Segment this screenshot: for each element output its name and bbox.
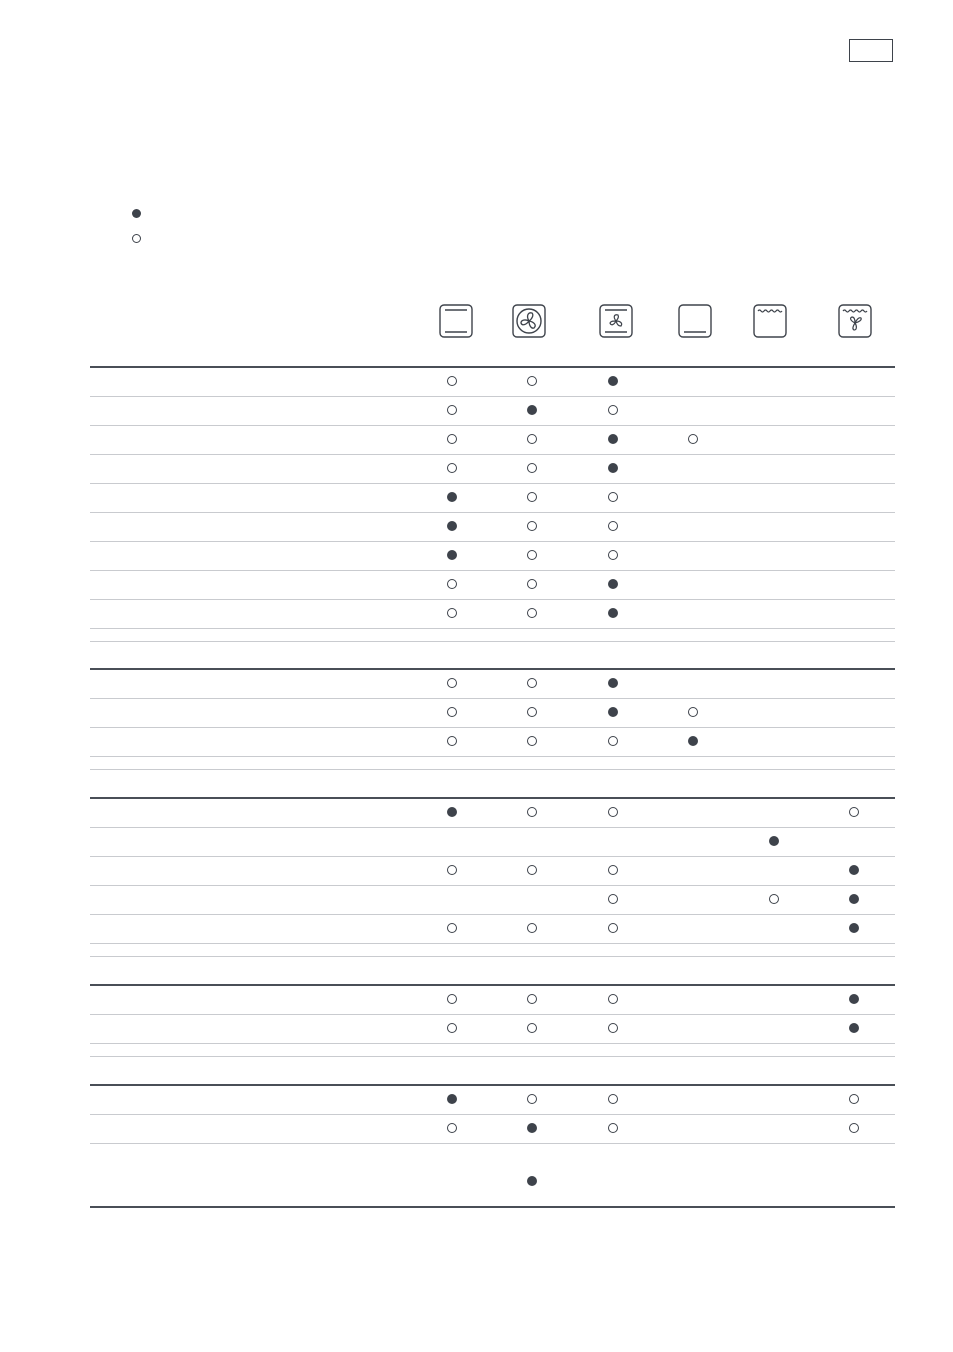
suitable-dot-icon — [447, 923, 457, 933]
suitable-dot-icon — [608, 994, 618, 1004]
row-separator — [90, 1043, 895, 1044]
recommended-dot-icon — [608, 376, 618, 386]
suitable-dot-icon — [849, 807, 859, 817]
row-separator — [90, 1014, 895, 1015]
row-separator — [90, 756, 895, 757]
suitable-dot-icon — [608, 923, 618, 933]
recommended-dot-icon — [849, 994, 859, 1004]
group-spacer-line — [90, 956, 895, 957]
recommended-dot-icon — [447, 521, 457, 531]
table-bottom-border — [90, 1206, 895, 1208]
suitable-dot-icon — [527, 608, 537, 618]
suitable-dot-icon — [447, 865, 457, 875]
recommended-dot-icon — [769, 836, 779, 846]
suitable-dot-icon — [608, 1094, 618, 1104]
suitable-dot-icon — [447, 579, 457, 589]
suitable-dot-icon — [447, 1123, 457, 1133]
row-separator — [90, 570, 895, 571]
suitable-dot-icon — [447, 1023, 457, 1033]
recommended-dot-icon — [608, 579, 618, 589]
row-separator — [90, 512, 895, 513]
suitable-dot-icon — [447, 434, 457, 444]
recommended-dot-icon — [688, 736, 698, 746]
suitable-dot-icon — [527, 678, 537, 688]
row-separator — [90, 483, 895, 484]
group-spacer-line — [90, 1056, 895, 1057]
suitable-dot-icon — [527, 1094, 537, 1104]
group-spacer-line — [90, 769, 895, 770]
recommended-dot-icon — [527, 1176, 537, 1186]
recommended-dot-icon — [849, 894, 859, 904]
suitable-dot-icon — [447, 707, 457, 717]
suitable-dot-icon — [527, 736, 537, 746]
suitable-dot-icon — [527, 492, 537, 502]
suitable-dot-icon — [527, 376, 537, 386]
suitable-dot-icon — [608, 405, 618, 415]
suitable-dot-icon — [447, 994, 457, 1004]
recommended-dot-icon — [447, 1094, 457, 1104]
suitable-dot-icon — [608, 492, 618, 502]
recommended-dot-icon — [608, 608, 618, 618]
suitable-dot-icon — [608, 1023, 618, 1033]
group-separator — [90, 797, 895, 799]
row-separator — [90, 698, 895, 699]
row-separator — [90, 454, 895, 455]
suitable-dot-icon — [447, 678, 457, 688]
suitable-dot-icon — [608, 894, 618, 904]
recommended-dot-icon — [608, 434, 618, 444]
suitable-dot-icon — [608, 736, 618, 746]
group-separator — [90, 984, 895, 986]
suitable-dot-icon — [447, 736, 457, 746]
suitable-dot-icon — [769, 894, 779, 904]
group-spacer-line — [90, 641, 895, 642]
suitable-dot-icon — [608, 1123, 618, 1133]
row-separator — [90, 628, 895, 629]
recommended-dot-icon — [849, 1023, 859, 1033]
suitable-dot-icon — [527, 994, 537, 1004]
suitable-dot-icon — [447, 463, 457, 473]
suitable-dot-icon — [849, 1123, 859, 1133]
suitable-dot-icon — [447, 405, 457, 415]
row-separator — [90, 396, 895, 397]
suitable-dot-icon — [527, 550, 537, 560]
suitable-dot-icon — [688, 707, 698, 717]
suitable-dot-icon — [527, 707, 537, 717]
recommended-dot-icon — [447, 550, 457, 560]
suitable-dot-icon — [527, 1023, 537, 1033]
row-separator — [90, 425, 895, 426]
recommended-dot-icon — [608, 707, 618, 717]
group-separator — [90, 668, 895, 670]
suitable-dot-icon — [527, 463, 537, 473]
recommended-dot-icon — [527, 405, 537, 415]
suitable-dot-icon — [447, 376, 457, 386]
recommended-dot-icon — [608, 678, 618, 688]
recommended-dot-icon — [447, 492, 457, 502]
suitable-dot-icon — [849, 1094, 859, 1104]
suitable-dot-icon — [608, 865, 618, 875]
row-separator — [90, 914, 895, 915]
suitable-dot-icon — [527, 434, 537, 444]
row-separator — [90, 885, 895, 886]
suitable-dot-icon — [527, 865, 537, 875]
row-separator — [90, 856, 895, 857]
suitable-dot-icon — [608, 807, 618, 817]
group-separator — [90, 1084, 895, 1086]
suitable-dot-icon — [688, 434, 698, 444]
group-separator — [90, 366, 895, 368]
row-separator — [90, 943, 895, 944]
suitable-dot-icon — [527, 579, 537, 589]
suitable-dot-icon — [527, 923, 537, 933]
row-separator — [90, 827, 895, 828]
row-separator — [90, 727, 895, 728]
row-separator — [90, 541, 895, 542]
recommended-dot-icon — [527, 1123, 537, 1133]
suitable-dot-icon — [447, 608, 457, 618]
suitable-dot-icon — [527, 807, 537, 817]
row-separator — [90, 599, 895, 600]
recommended-dot-icon — [849, 865, 859, 875]
recommended-dot-icon — [849, 923, 859, 933]
recommended-dot-icon — [447, 807, 457, 817]
suitable-dot-icon — [608, 521, 618, 531]
recommended-dot-icon — [608, 463, 618, 473]
suitable-dot-icon — [608, 550, 618, 560]
suitable-dot-icon — [527, 521, 537, 531]
row-separator — [90, 1143, 895, 1144]
row-separator — [90, 1114, 895, 1115]
